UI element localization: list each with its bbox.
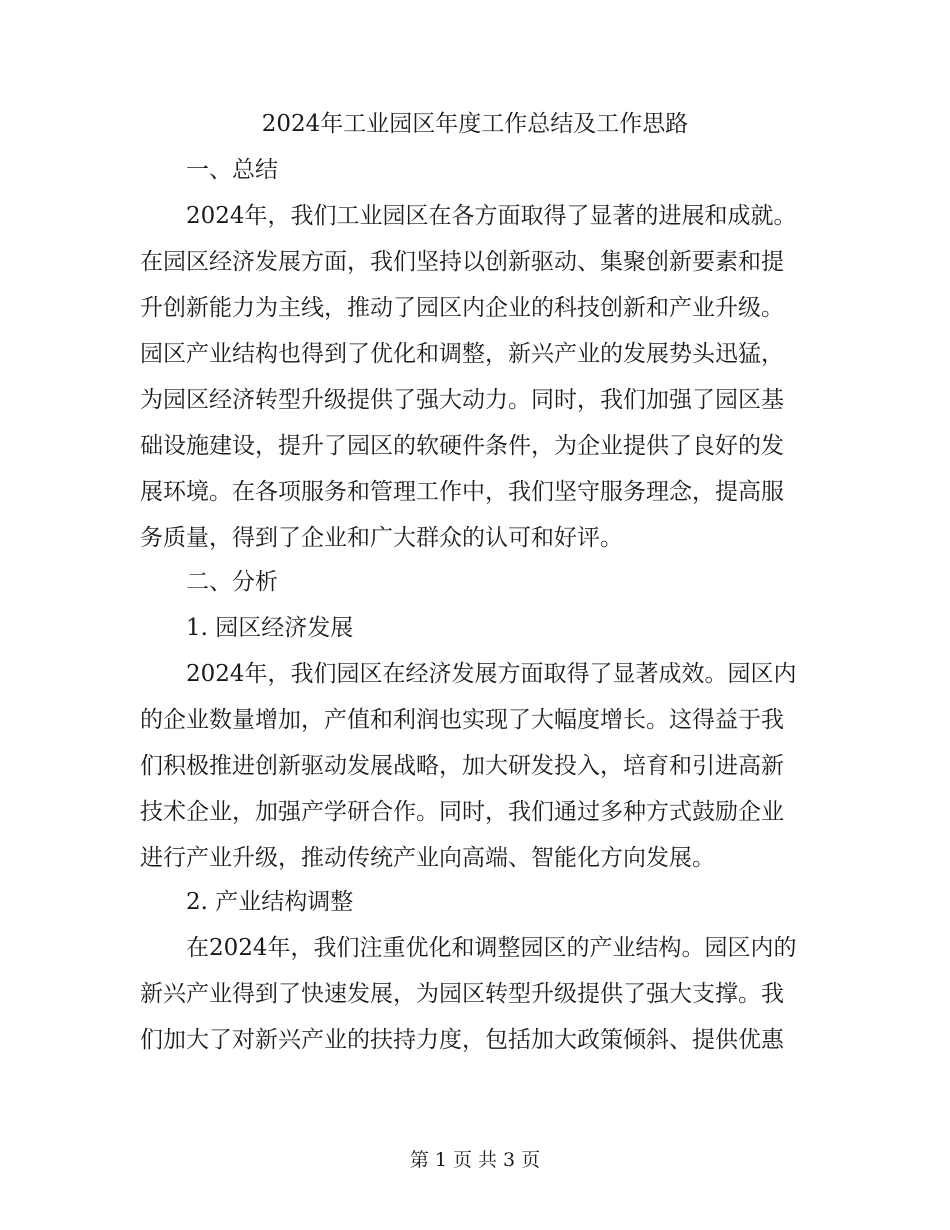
paragraph-line: 技术企业，加强产学研合作。同时，我们通过多种方式鼓励企业 bbox=[140, 799, 784, 825]
paragraph-line: 们积极推进创新驱动发展战略，加大研发投入，培育和引进高新 bbox=[140, 753, 784, 779]
paragraph-line: 园区产业结构也得到了优化和调整，新兴产业的发展势头迅猛， bbox=[140, 341, 784, 367]
section-heading-summary: 一、总结 bbox=[186, 157, 278, 183]
page-number: 第 1 页 共 3 页 bbox=[409, 1149, 541, 1171]
paragraph-line: 在园区经济发展方面，我们坚持以创新驱动、集聚创新要素和提 bbox=[140, 249, 784, 275]
paragraph-line: 础设施建设，提升了园区的软硬件条件，为企业提供了良好的发 bbox=[140, 433, 784, 459]
paragraph-line: 进行产业升级，推动传统产业向高端、智能化方向发展。 bbox=[140, 845, 715, 871]
paragraph-line: 升创新能力为主线，推动了园区内企业的科技创新和产业升级。 bbox=[140, 295, 784, 321]
paragraph-line: 们加大了对新兴产业的扶持力度，包括加大政策倾斜、提供优惠 bbox=[140, 1027, 784, 1053]
subsection-heading-industry: 2. 产业结构调整 bbox=[186, 889, 354, 915]
paragraph-line: 务质量，得到了企业和广大群众的认可和好评。 bbox=[140, 525, 623, 551]
paragraph-line: 展环境。在各项服务和管理工作中，我们坚守服务理念，提高服 bbox=[140, 479, 784, 505]
paragraph-line: 的企业数量增加，产值和利润也实现了大幅度增长。这得益于我 bbox=[140, 707, 784, 733]
subsection-heading-economy: 1. 园区经济发展 bbox=[186, 615, 354, 641]
section-heading-analysis: 二、分析 bbox=[186, 569, 278, 595]
paragraph-line: 为园区经济转型升级提供了强大动力。同时，我们加强了园区基 bbox=[140, 387, 784, 413]
paragraph-line: 在2024年，我们注重优化和调整园区的产业结构。园区内的 bbox=[186, 935, 797, 961]
paragraph-line: 2024年，我们工业园区在各方面取得了显著的进展和成就。 bbox=[186, 203, 797, 229]
paragraph-line: 2024年，我们园区在经济发展方面取得了显著成效。园区内 bbox=[186, 661, 797, 687]
document-title: 2024年工业园区年度工作总结及工作思路 bbox=[261, 111, 689, 137]
paragraph-line: 新兴产业得到了快速发展，为园区转型升级提供了强大支撑。我 bbox=[140, 981, 784, 1007]
